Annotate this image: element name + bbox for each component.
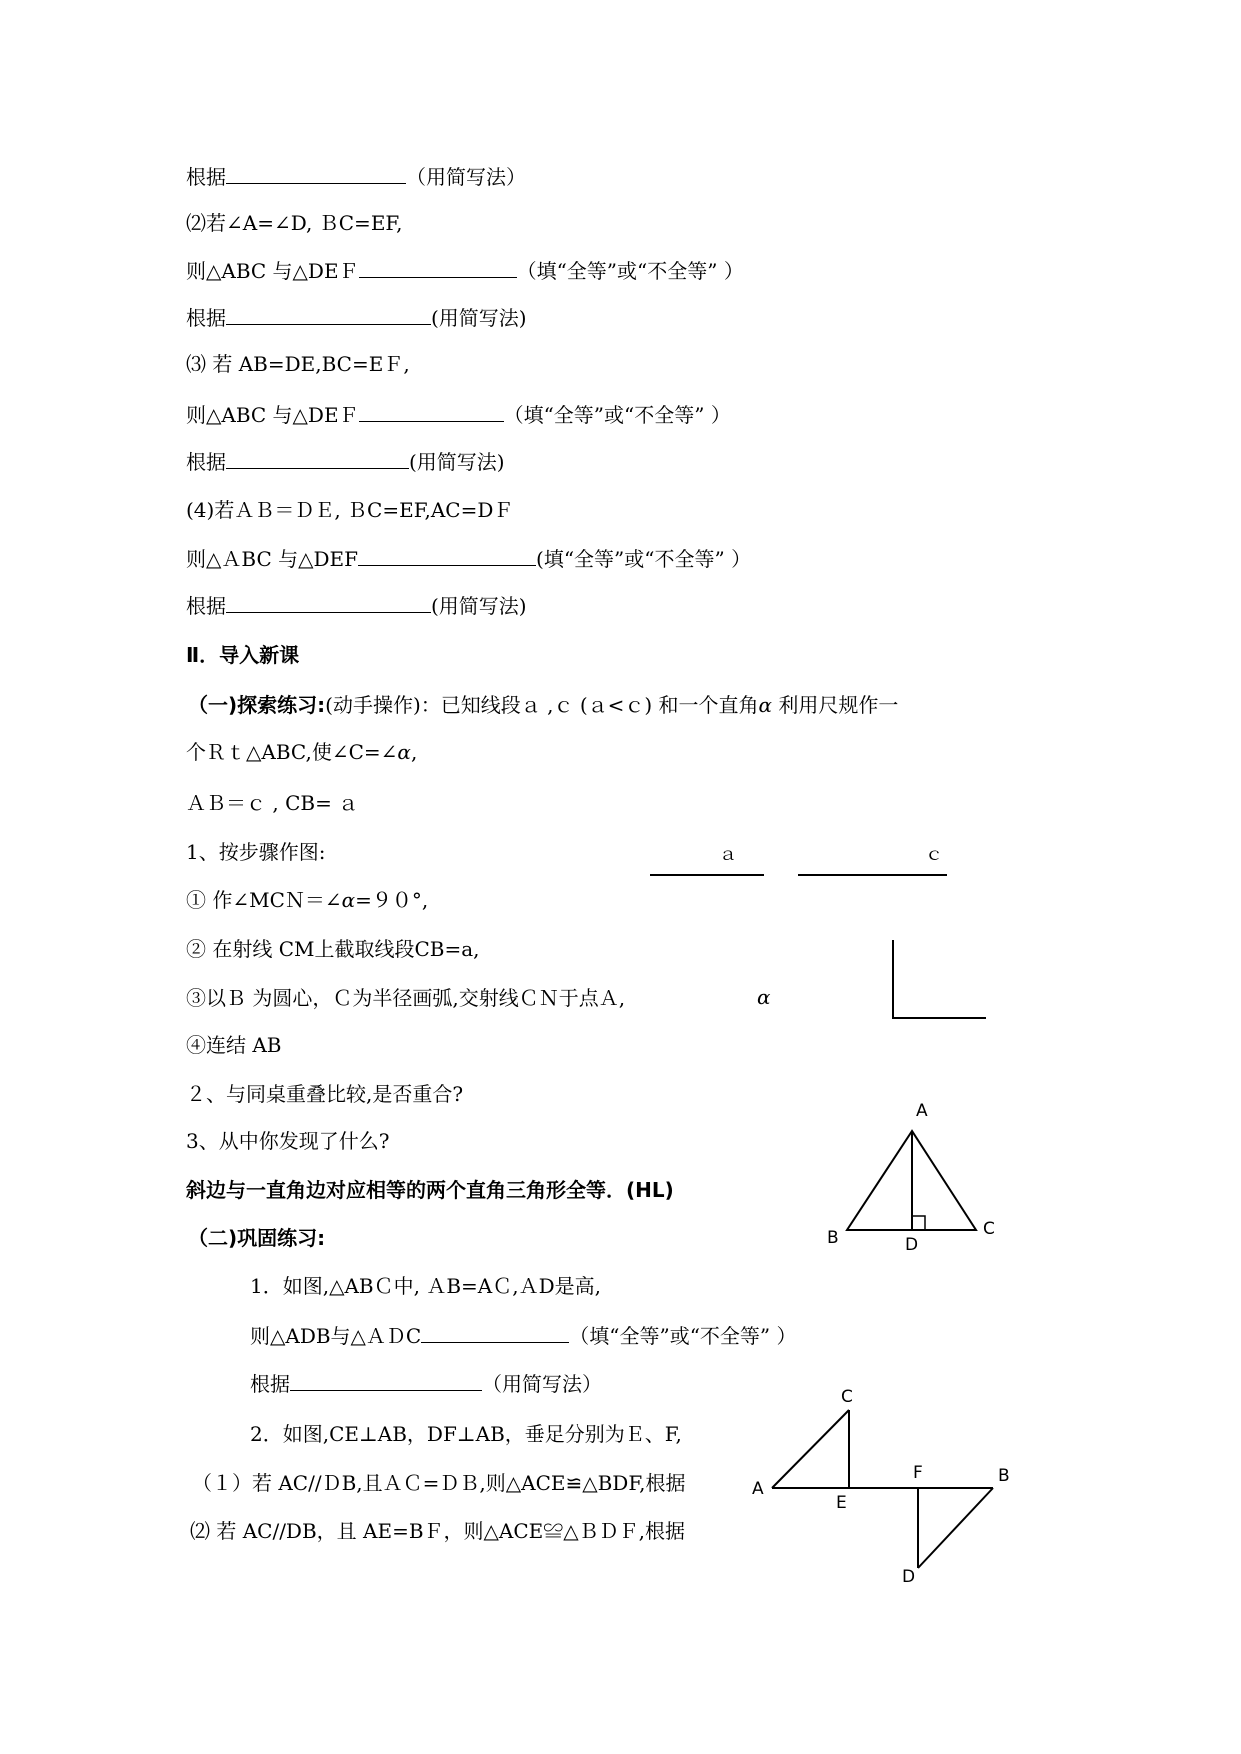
text: 个Ｒｔ△ABC,使∠C=∠ <box>186 740 398 764</box>
text: =９０°, <box>355 888 429 912</box>
text: 根据 <box>250 1372 290 1396</box>
line-04 <box>186 304 527 331</box>
point-label-e: E <box>836 1493 847 1513</box>
text: (用简写法) <box>431 594 527 618</box>
text: （填“全等”或“不全等” ） <box>569 1324 797 1348</box>
answer-blank[interactable] <box>359 401 504 422</box>
line-27 <box>250 1421 682 1447</box>
text: 根据 <box>186 450 226 474</box>
text: 1、按步骤作图: <box>186 840 326 864</box>
text: ② 在射线 CM上截取线段CB=a, <box>186 937 480 961</box>
answer-blank[interactable] <box>290 1370 482 1391</box>
text: 则△ABC 与△DEＦ <box>186 259 359 283</box>
text: ⑵ 若 AC//DB，且 AE=BＦ，则△ACE≌△ＢＤＦ,根据 <box>190 1519 685 1543</box>
line-10 <box>186 592 527 619</box>
triangle-abc <box>847 1131 976 1230</box>
text: （填“全等”或“不全等” ） <box>503 403 731 427</box>
text: Ⅱ．导入新课 <box>186 643 300 667</box>
alpha-symbol: α <box>758 693 773 717</box>
text: (用简写法) <box>431 306 527 330</box>
text: 斜边与一直角边对应相等的两个直角三角形全等．(HL) <box>186 1178 674 1202</box>
text: ④连结 AB <box>186 1033 282 1057</box>
text: 则△ＡBC 与△DEF <box>186 547 359 571</box>
line-08 <box>186 497 513 523</box>
segment-c-label: ｃ <box>925 844 943 865</box>
text: ③以Ｂ 为圆心，Ｃ为半径画弧,交射线ＣＮ于点Ａ, <box>186 986 626 1010</box>
line-02 <box>186 210 403 236</box>
text: 根据 <box>186 306 226 330</box>
text: 则△ADB与△ＡＤC <box>250 1324 422 1348</box>
text: ２、与同桌重叠比较,是否重合? <box>186 1082 464 1106</box>
point-label-d: D <box>902 1567 916 1587</box>
line-17 <box>186 936 480 962</box>
line-29 <box>190 1518 685 1544</box>
line-13 <box>186 739 417 765</box>
text: 2．如图,CE⊥AB，DF⊥AB，垂足分别为Ｅ、F, <box>250 1422 682 1446</box>
line-01 <box>186 163 526 190</box>
line-19 <box>186 1032 282 1058</box>
line-18 <box>186 985 625 1011</box>
text: (用简写法) <box>409 450 505 474</box>
text: （１）若 AC//ＤB,且ＡＣ=ＤＢ,则△ACE≌△BDF,根据 <box>192 1471 686 1495</box>
line-16 <box>186 887 428 913</box>
answer-blank[interactable] <box>226 304 431 325</box>
text: ＡＢ＝ｃ , CB= ａ <box>186 791 359 815</box>
segment-db <box>918 1488 993 1568</box>
text: ① 作∠MCＮ＝∠ <box>186 888 342 912</box>
segment-a-label: ａ <box>719 844 737 865</box>
text: (4)若ＡＢ＝ＤＥ, ＢC=EF,AC=DＦ <box>186 498 514 522</box>
line-09 <box>186 545 751 572</box>
point-label-f: F <box>913 1463 923 1483</box>
alpha-label: α <box>757 985 771 1009</box>
right-angle-mark <box>912 1216 925 1230</box>
line-03 <box>186 257 744 284</box>
text: ⑵若∠A=∠D, ＢC=EF, <box>186 211 403 235</box>
point-label-a: A <box>752 1479 764 1499</box>
section-heading <box>186 642 299 668</box>
theorem-statement <box>186 1177 674 1203</box>
text: （填“全等”或“不全等” ） <box>516 259 744 283</box>
line-20 <box>186 1081 463 1107</box>
alpha-symbol: α <box>341 888 356 912</box>
point-label-c: C <box>841 1387 853 1407</box>
text: ⑶ 若 AB=DE,BC=EＦ, <box>186 352 410 376</box>
line-28 <box>192 1470 685 1496</box>
vertex-label-d: D <box>905 1235 919 1255</box>
vertex-label-a: A <box>916 1101 928 1121</box>
text: 3、从中你发现了什么? <box>186 1129 390 1153</box>
answer-blank[interactable] <box>226 163 406 184</box>
text: (动手操作)：已知线段ａ ,ｃ (ａ<ｃ) 和一个直角 <box>325 693 759 717</box>
text: （用简写法） <box>406 165 526 189</box>
line-21 <box>186 1128 389 1154</box>
text: （用简写法） <box>482 1372 602 1396</box>
answer-blank[interactable] <box>421 1322 569 1343</box>
subheading <box>188 1225 325 1251</box>
line-14 <box>186 790 358 816</box>
text: 利用尺规作一 <box>772 693 899 717</box>
line-25 <box>250 1322 797 1349</box>
segment-ac <box>772 1410 849 1488</box>
answer-blank[interactable] <box>226 448 409 469</box>
text: 根据 <box>186 165 226 189</box>
line-15 <box>186 839 325 865</box>
text: （二)巩固练习: <box>188 1226 326 1250</box>
text: 则△ABC 与△DEＦ <box>186 403 359 427</box>
text: 根据 <box>186 594 226 618</box>
line-06 <box>186 401 731 428</box>
line-07 <box>186 448 505 475</box>
text: , <box>410 740 418 764</box>
answer-blank[interactable] <box>359 257 517 278</box>
line-05 <box>186 351 410 377</box>
vertex-label-c: C <box>983 1219 995 1239</box>
line-24 <box>250 1273 601 1299</box>
line-12 <box>188 692 898 718</box>
answer-blank[interactable] <box>226 592 431 613</box>
point-label-b: B <box>998 1466 1010 1486</box>
answer-blank[interactable] <box>358 545 536 566</box>
alpha-symbol: α <box>397 740 411 764</box>
text: (填“全等”或“不全等” ） <box>536 547 752 571</box>
right-angle-alpha <box>893 940 986 1018</box>
text: 1．如图,△ABＣ中, ＡB=AＣ,ＡD是高, <box>250 1274 601 1298</box>
vertex-label-b: B <box>827 1228 839 1248</box>
line-26 <box>250 1370 602 1397</box>
subheading: （一)探索练习: <box>188 693 326 717</box>
